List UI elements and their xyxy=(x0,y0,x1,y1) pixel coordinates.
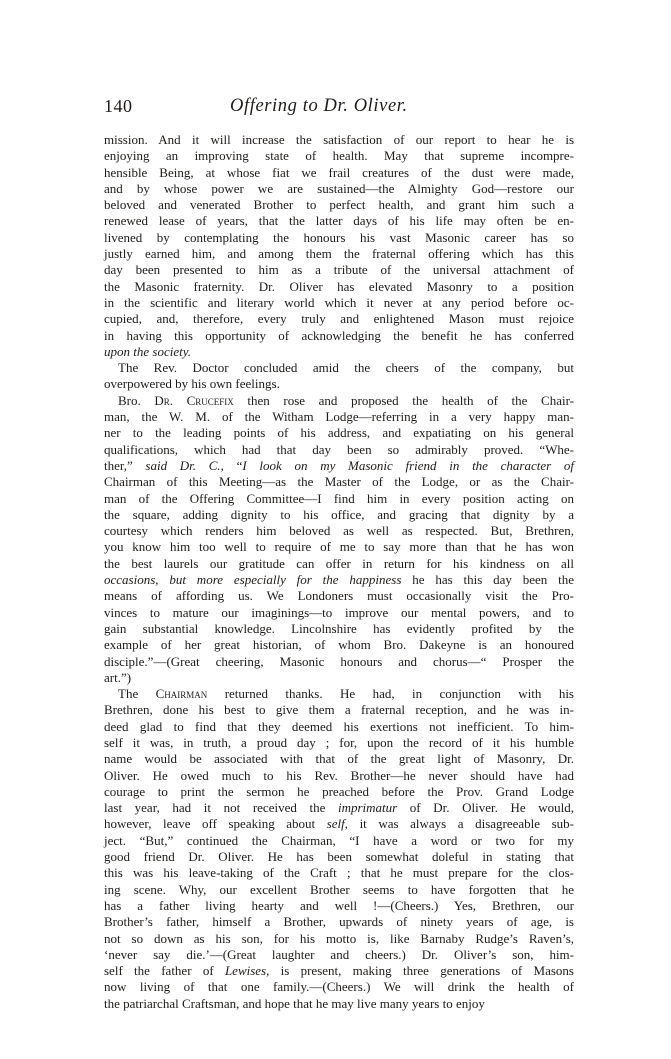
text-line: the best laurels our gratitude can offer in return for his kindness on all xyxy=(104,555,574,571)
text-line: courage to print the sermon he preached before the Prov. Grand Lodge xyxy=(104,783,574,799)
page-header xyxy=(104,96,574,122)
text-line: justly earned him, and among them the fraternal offering which has this xyxy=(104,246,574,262)
text-line: day been presented to him as a tribute of the universal attachment of xyxy=(104,262,574,278)
text-line: Brother’s father, himself a Brother, upwards of ninety years of age, is xyxy=(104,914,574,930)
text-line: Chairman of this Meeting—as the Master of the Lodge, or as the Chair- xyxy=(104,474,574,490)
text-line: Bro. Dr. Crucefix then rose and proposed the health of the Chair- xyxy=(118,392,574,408)
text-line: renewed lease of years, that the latter days of his life may often be en- xyxy=(104,213,574,229)
text-line: ner to the leading points of his address, and expatiating on his general xyxy=(104,425,574,441)
text-line: ther,” said Dr. C., “I look on my Masonic friend in the character of xyxy=(104,457,574,473)
text-line: now living of that one family.—(Cheers.) We will drink the health of xyxy=(104,979,574,995)
text-line: occasions, but more especially for the happiness he has this day been the xyxy=(104,572,574,588)
text-line: the square, adding dignity to his office, and gracing that dignity by a xyxy=(104,506,574,522)
text-line: Oliver. He owed much to his Rev. Brother—he never should have had xyxy=(104,767,574,783)
page-number: 140 xyxy=(104,96,133,116)
text-line: upon the society. xyxy=(104,343,192,359)
text-line: however, leave off speaking about self, it was always a disagreeable sub- xyxy=(104,816,574,832)
text-line: name would be associated with that of the great light of Masonry, Dr. xyxy=(104,751,574,767)
text-line: livened by contemplating the honours his vast Masonic career has so xyxy=(104,229,574,245)
text-line: man of the Offering Committee—I find him in every position acting on xyxy=(104,490,574,506)
text-line: has a father living hearty and well !—(Cheers.) Yes, Brethren, our xyxy=(104,897,574,913)
text-line: gain substantial knowledge. Lincolnshire has evidently profited by the xyxy=(104,620,574,636)
text-line: ing scene. Why, our excellent Brother seems to have forgotten that he xyxy=(104,881,574,897)
text-line: cupied, and, therefore, every truly and enlightened Mason must rejoice xyxy=(104,311,574,327)
text-line: ‘never say die.’—(Great laughter and cheers.) Dr. Oliver’s son, him- xyxy=(104,946,574,962)
text-line: deed glad to find that they deemed his exertions not inefficient. To him- xyxy=(104,718,574,734)
text-line: enjoying an improving state of health. May that supreme incompre- xyxy=(104,148,574,164)
book-page xyxy=(104,96,574,1012)
text-line: you know him too well to require of me to say more than that he has won xyxy=(104,539,574,555)
text-line: The Rev. Doctor concluded amid the cheers of the company, but xyxy=(118,360,574,376)
text-line: beloved and venerated Brother to perfect health, and grant him such a xyxy=(104,197,574,213)
text-line: man, the W. M. of the Witham Lodge—referring in a very happy man- xyxy=(104,409,574,425)
text-line: ject. “But,” continued the Chairman, “I have a word or two for my xyxy=(104,832,574,848)
body-text xyxy=(104,132,574,1012)
text-line: the Masonic fraternity. Dr. Oliver has elevated Masonry to a position xyxy=(104,278,574,294)
text-line: good friend Dr. Oliver. He has been somewhat doleful in stating that xyxy=(104,849,574,865)
text-line: not so down as his son, for his motto is, like Barnaby Rudge’s Raven’s, xyxy=(104,930,574,946)
text-line: courtesy which renders him beloved as well as respected. But, Brethren, xyxy=(104,523,574,539)
text-line: hensible Being, at whose fiat we frail creatures of the dust were made, xyxy=(104,164,574,180)
text-line: self it was, in truth, a proud day ; for, upon the record of it his humble xyxy=(104,734,574,750)
running-title: Offering to Dr. Oliver. xyxy=(230,96,408,116)
text-line: mission. And it will increase the satisfaction of our report to hear he is xyxy=(104,132,574,147)
text-line: example of her great historian, of whom Bro. Dakeyne is an honoured xyxy=(104,637,574,653)
text-line: means of affording us. We Londoners must occasionally visit the Pro- xyxy=(104,588,574,604)
text-line: overpowered by his own feelings. xyxy=(104,376,280,392)
text-line: qualifications, which had that day been so admirably proved. “Whe- xyxy=(104,441,574,457)
text-line: in having this opportunity of acknowledging the benefit he has conferred xyxy=(104,327,574,343)
text-line: and by whose power we are sustained—the Almighty God—restore our xyxy=(104,180,574,196)
text-line: this was his leave-taking of the Craft ; that he must prepare for the clos- xyxy=(104,865,574,881)
text-line: art.”) xyxy=(104,669,132,685)
text-line: Brethren, done his best to give them a fraternal reception, and he was in- xyxy=(104,702,574,718)
text-line: the patriarchal Craftsman, and hope that he may live many years to enjoy xyxy=(104,995,485,1011)
text-line: self the father of Lewises, is present, making three generations of Masons xyxy=(104,963,574,979)
text-line: disciple.”—(Great cheering, Masonic honours and chorus—“ Prosper the xyxy=(104,653,574,669)
text-line: vinces to mature our imaginings—to improve our mental powers, and to xyxy=(104,604,574,620)
text-line: in the scientific and literary world which it never at any period before oc- xyxy=(104,294,574,310)
text-line: The Chairman returned thanks. He had, in conjunction with his xyxy=(118,686,574,702)
text-line: last year, had it not received the imprimatur of Dr. Oliver. He would, xyxy=(104,800,574,816)
